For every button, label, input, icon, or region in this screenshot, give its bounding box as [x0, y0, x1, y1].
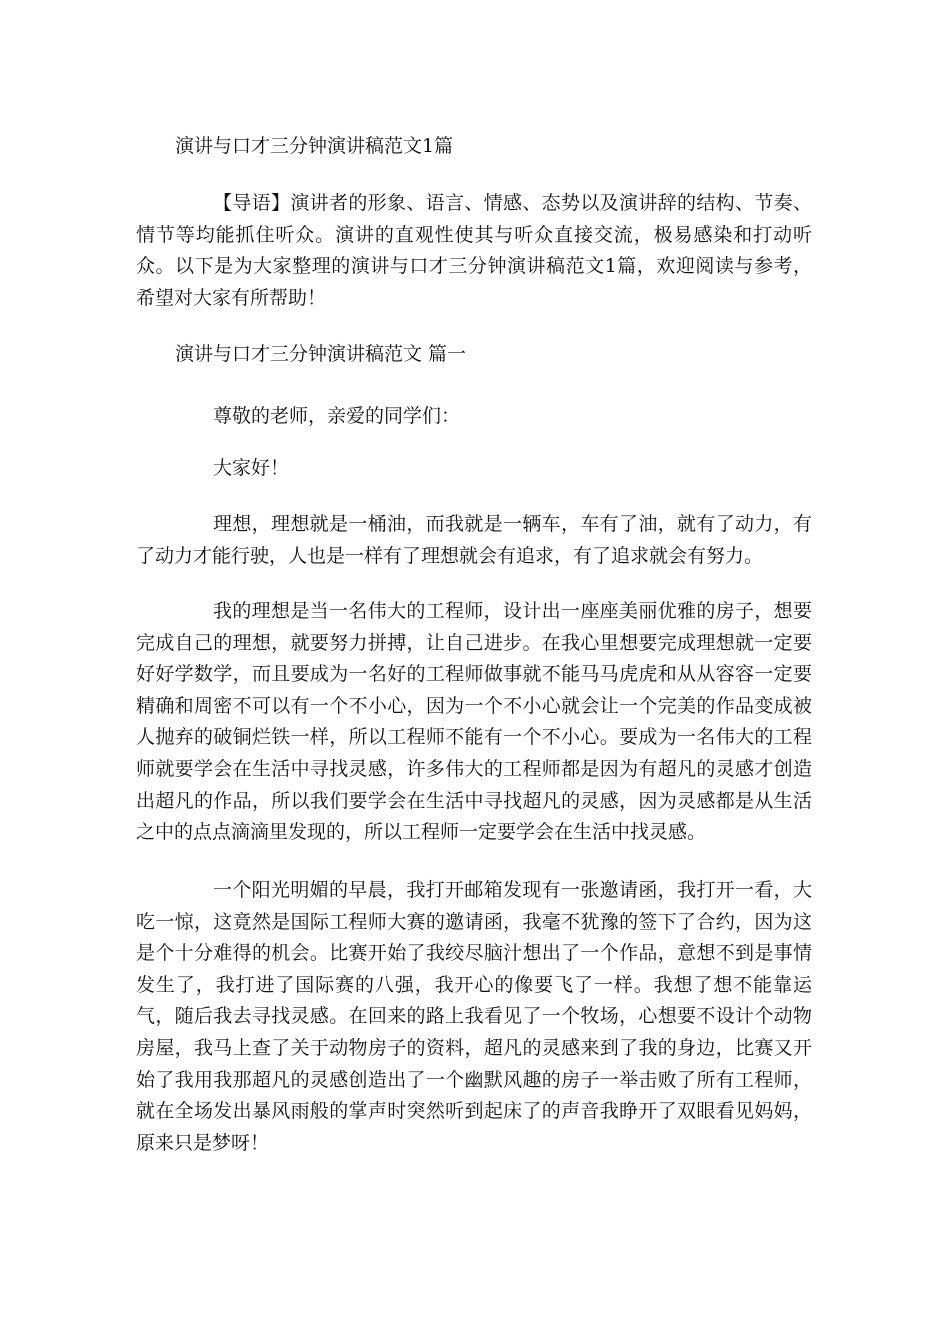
- intro-paragraph: 【导语】演讲者的形象、语言、情感、态势以及演讲辞的结构、节奏、情节等均能抓住听众。演讲的直观性使其与听众直接交流，极易感染和打动听众。以下是为大家整理的演讲与口才三分钟演讲稿范文1篇，欢迎阅读与参考，希望对大家有所帮助！: [136, 192, 812, 309]
- greeting: 大家好！: [213, 457, 290, 479]
- section-heading: 演讲与口才三分钟演讲稿范文 篇一: [175, 343, 467, 365]
- salutation: 尊敬的老师，亲爱的同学们：: [213, 405, 461, 427]
- body-paragraph-1: 理想，理想就是一桶油，而我就是一辆车，车有了油，就有了动力，有了动力才能行驶，人也是一样有了理想就会有追求，有了追求就会有努力。: [136, 513, 812, 567]
- body-paragraph-2: 我的理想是当一名伟大的工程师，设计出一座座美丽优雅的房子，想要完成自己的理想，就要努力拼搏，让自己进步。在我心里想要完成理想就一定要好好学数学，而且要成为一名好的工程师做事就不能马马虎虎和从从容容一定要精确和周密不可以有一个不小心，因为一个不小心就会让一个完美的作品变成被人抛弃的破铜烂铁一样，所以工程师不能有一个不小心。要成为一名伟大的工程师就要学会在生活中寻找灵感，许多伟大的工程师都是因为有超凡的灵感才创造出超凡的作品，所以我们要学会在生活中寻找超凡的灵感，因为灵感都是从生活之中的点点滴滴里发现的，所以工程师一定要学会在生活中找灵感。: [136, 600, 812, 844]
- document-title: 演讲与口才三分钟演讲稿范文1篇: [175, 135, 454, 157]
- body-paragraph-3: 一个阳光明媚的早晨，我打开邮箱发现有一张邀请函，我打开一看，大吃一惊，这竟然是国际工程师大赛的邀请函，我毫不犹豫的签下了合约，因为这是个十分难得的机会。比赛开始了我绞尽脑汁想出了一个作品，意想不到是事情发生了，我打进了国际赛的八强，我开心的像要飞了一样。我想了想不能靠运气，随后我去寻找灵感。在回来的路上我看见了一个牧场，心想要不设计个动物房屋，我马上查了关于动物房子的资料，超凡的灵感来到了我的身边，比赛又开始了我用我那超凡的灵感创造出了一个幽默风趣的房子一举击败了所有工程师，就在全场发出暴风雨般的掌声时突然听到起床了的声音我睁开了双眼看见妈妈，原来只是梦呀！: [136, 879, 812, 1154]
